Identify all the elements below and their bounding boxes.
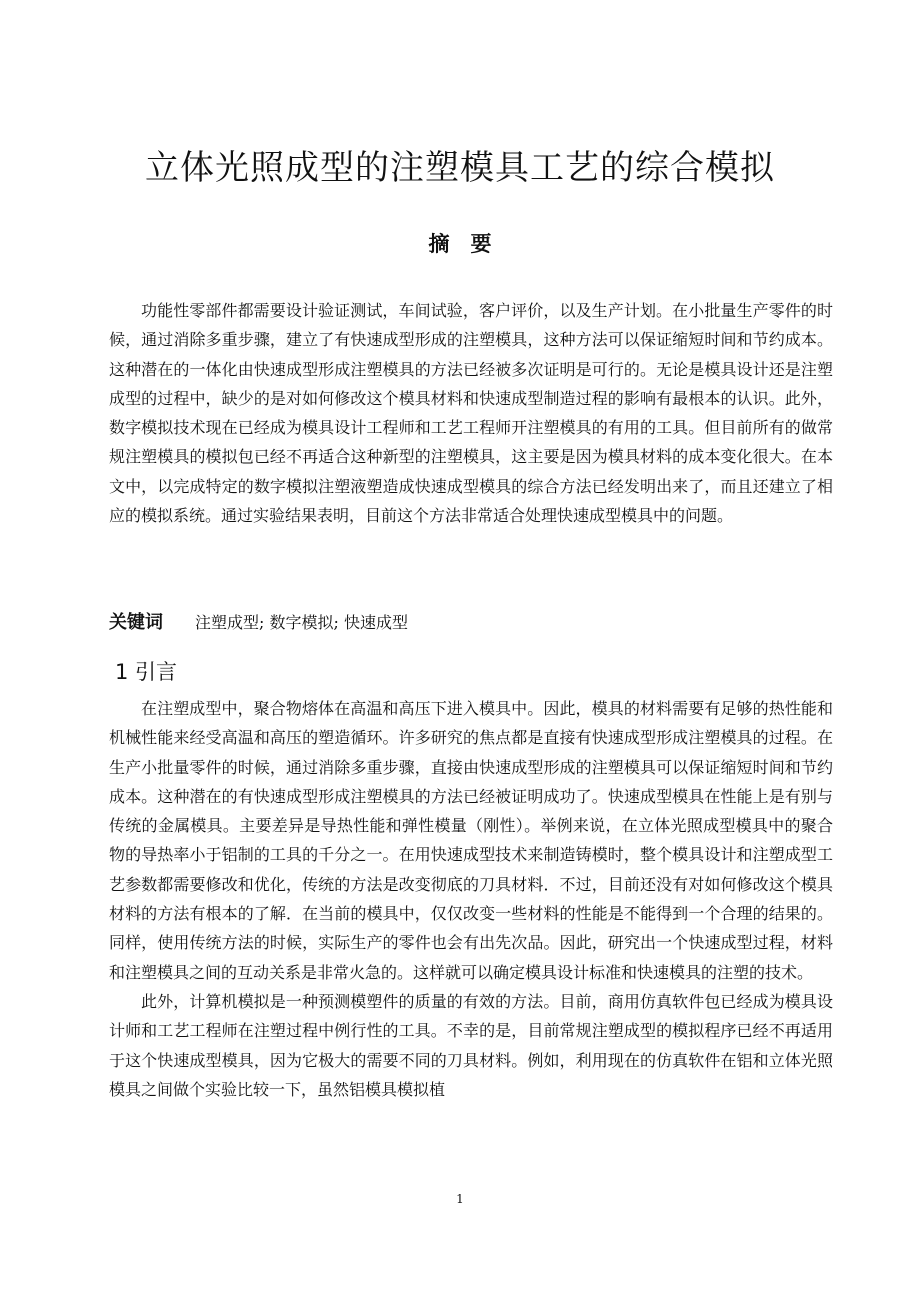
introduction-paragraph-2: 此外，计算机模拟是一种预测模塑件的质量的有效的方法。目前，商用仿真软件包已经成为模具设计师和工艺工程师在注塑过程中例行性的工具。不幸的是，目前常规注塑成型的模拟程序已经不再适用于这个快速成型模具，因为它极大的需要不同的刀具材料。例如，利用现在的仿真软件在铝和立体光照模具之间做个实验比较一下，虽然铝模具模拟植	[109, 991, 833, 1099]
document-title: 立体光照成型的注塑模具工艺的综合模拟	[145, 148, 775, 188]
abstract-paragraph: 功能性零部件都需要设计验证测试，车间试验，客户评价，以及生产计划。在小批量生产零件的时候，通过消除多重步骤，建立了有快速成型形成的注塑模具，这种方法可以保证缩短时间和节约成本。这种潜在的一体化由快速成型形成注塑模具的方法已经被多次证明是可行的。无论是模具设计还是注塑成型的过程中，缺少的是对如何修改这个模具材料和快速成型制造过程的影响有最根本的认识。此外，数字模拟技术现在已经成为模具设计工程师和工艺工程师开注塑模具的有用的工具。但目前所有的做常规注塑模具的模拟包已经不再适合这种新型的注塑模具，这主要是因为模具材料的成本变化很大。在本文中，以完成特定的数字模拟注塑液塑造成快速成型模具的综合方法已经发明出来了，而且还建立了相应的模拟系统。通过实验结果表明，目前这个方法非常适合处理快速成型模具中的问题。	[109, 301, 833, 526]
introduction-body	[109, 694, 833, 1104]
keywords-line	[109, 608, 833, 638]
keywords-label: 关键词	[109, 612, 163, 633]
page-number: 1	[456, 1192, 464, 1206]
abstract-body	[109, 296, 833, 530]
abstract-heading: 摘 要	[428, 232, 492, 256]
section-heading-introduction: 1 引言	[115, 660, 178, 684]
keywords-value: 注塑成型; 数字模拟; 快速成型	[195, 613, 408, 632]
introduction-paragraph-1: 在注塑成型中，聚合物熔体在高温和高压下进入模具中。因此，模具的材料需要有足够的热性能和机械性能来经受高温和高压的塑造循环。许多研究的焦点都是直接有快速成型形成注塑模具的过程。在生产小批量零件的时候，通过消除多重步骤，直接由快速成型形成的注塑模具可以保证缩短时间和节约成本。这种潜在的有快速成型形成注塑模具的方法已经被证明成功了。快速成型模具在性能上是有别与传统的金属模具。主要差异是导热性能和弹性模量（刚性）。举例来说，在立体光照成型模具中的聚合物的导热率小于铝制的工具的千分之一。在用快速成型技术来制造铸模时，整个模具设计和注塑成型工艺参数都需要修改和优化，传统的方法是改变彻底的刀具材料．不过，目前还没有对如何修改这个模具材料的方法有根本的了解．在当前的模具中，仅仅改变一些材料的性能是不能得到一个合理的结果的。同样，使用传统方法的时候，实际生产的零件也会有出先次品。因此，研究出一个快速成型过程，材料和注塑模具之间的互动关系是非常火急的。这样就可以确定模具设计标准和快速模具的注塑的技术。	[109, 699, 833, 982]
